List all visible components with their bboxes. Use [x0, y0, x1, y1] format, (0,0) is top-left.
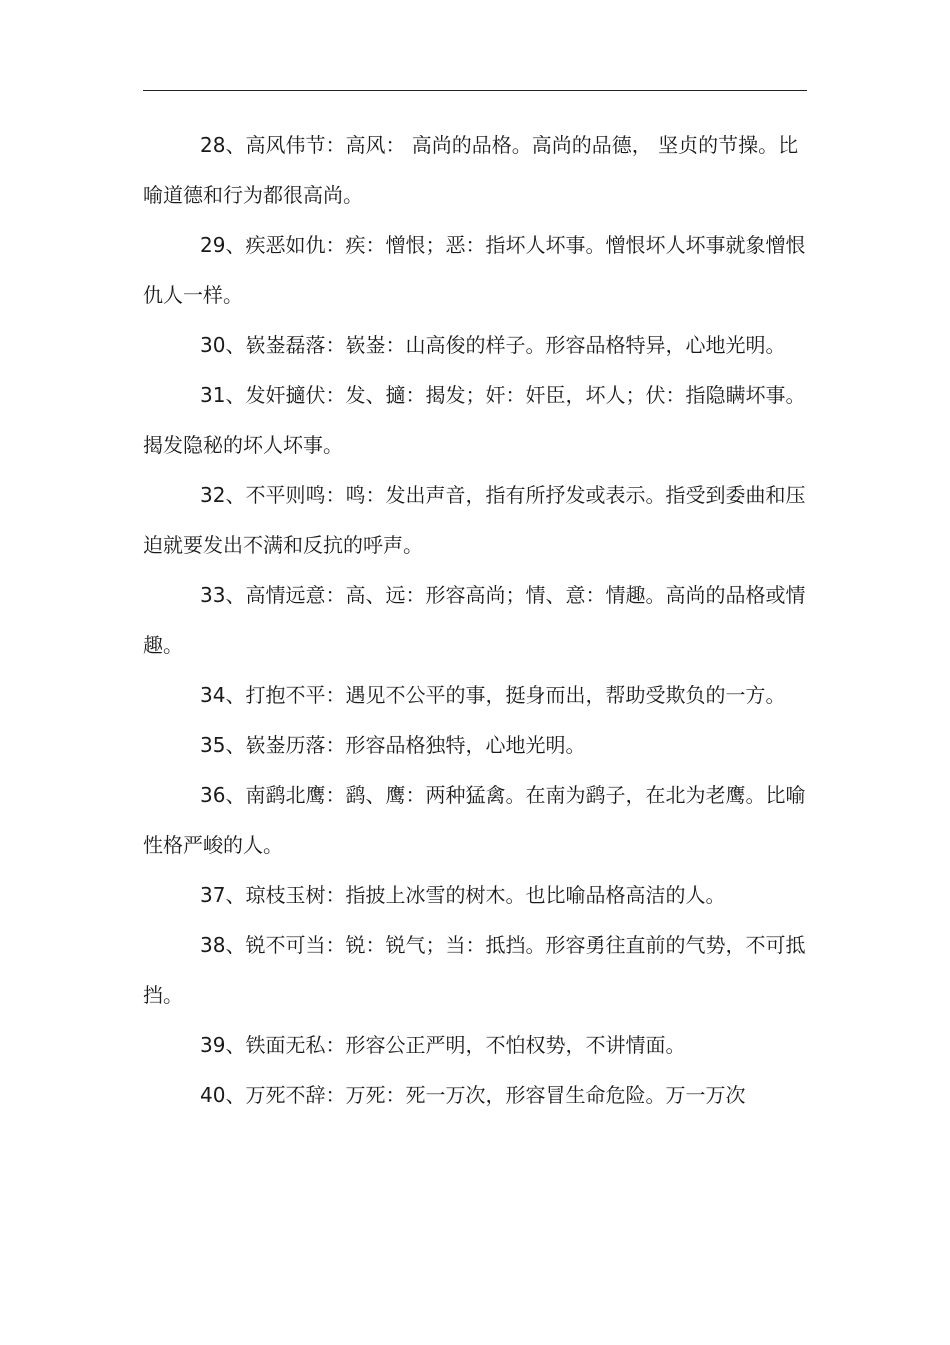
idiom-entry-36: 36、南鹞北鹰：鹞、鹰：两种猛禽。在南为鹞子，在北为老鹰。比喻性格严峻的人。 [143, 783, 806, 857]
header-rule [143, 90, 807, 91]
idiom-entry-37: 37、琼枝玉树：指披上冰雪的树木。也比喻品格高洁的人。 [200, 883, 726, 907]
idiom-entry-30: 30、嵚崟磊落：嵚崟：山高俊的样子。形容品格特异，心地光明。 [200, 333, 786, 357]
idiom-entry-35: 35、嵚崟历落：形容品格独特，心地光明。 [200, 733, 586, 757]
idiom-entry-31: 31、发奸擿伏：发、擿：揭发；奸：奸臣，坏人；伏：指隐瞒坏事。揭发隐秘的坏人坏事。 [143, 383, 806, 457]
idiom-entry-38: 38、锐不可当：锐：锐气；当：抵挡。形容勇往直前的气势，不可抵挡。 [143, 933, 806, 1007]
idiom-entry-32: 32、不平则鸣：鸣：发出声音，指有所抒发或表示。指受到委曲和压迫就要发出不满和反抗的呼声。 [143, 483, 806, 557]
idiom-entry-33: 33、高情远意：高、远：形容高尚；情、意：情趣。高尚的品格或情趣。 [143, 583, 806, 657]
idiom-entry-40: 40、万死不辞：万死：死一万次，形容冒生命危险。万一万次 [200, 1083, 746, 1107]
idiom-entry-28: 28、高风伟节：高风： 高尚的品格。高尚的品德， 坚贞的节操。比喻道德和行为都很高尚。 [143, 133, 799, 207]
idiom-entry-34: 34、打抱不平：遇见不公平的事，挺身而出，帮助受欺负的一方。 [200, 683, 786, 707]
document-body [143, 120, 807, 1120]
idiom-entry-39: 39、铁面无私：形容公正严明，不怕权势，不讲情面。 [200, 1033, 686, 1057]
idiom-entry-29: 29、疾恶如仇：疾：憎恨；恶：指坏人坏事。憎恨坏人坏事就象憎恨仇人一样。 [143, 233, 806, 307]
